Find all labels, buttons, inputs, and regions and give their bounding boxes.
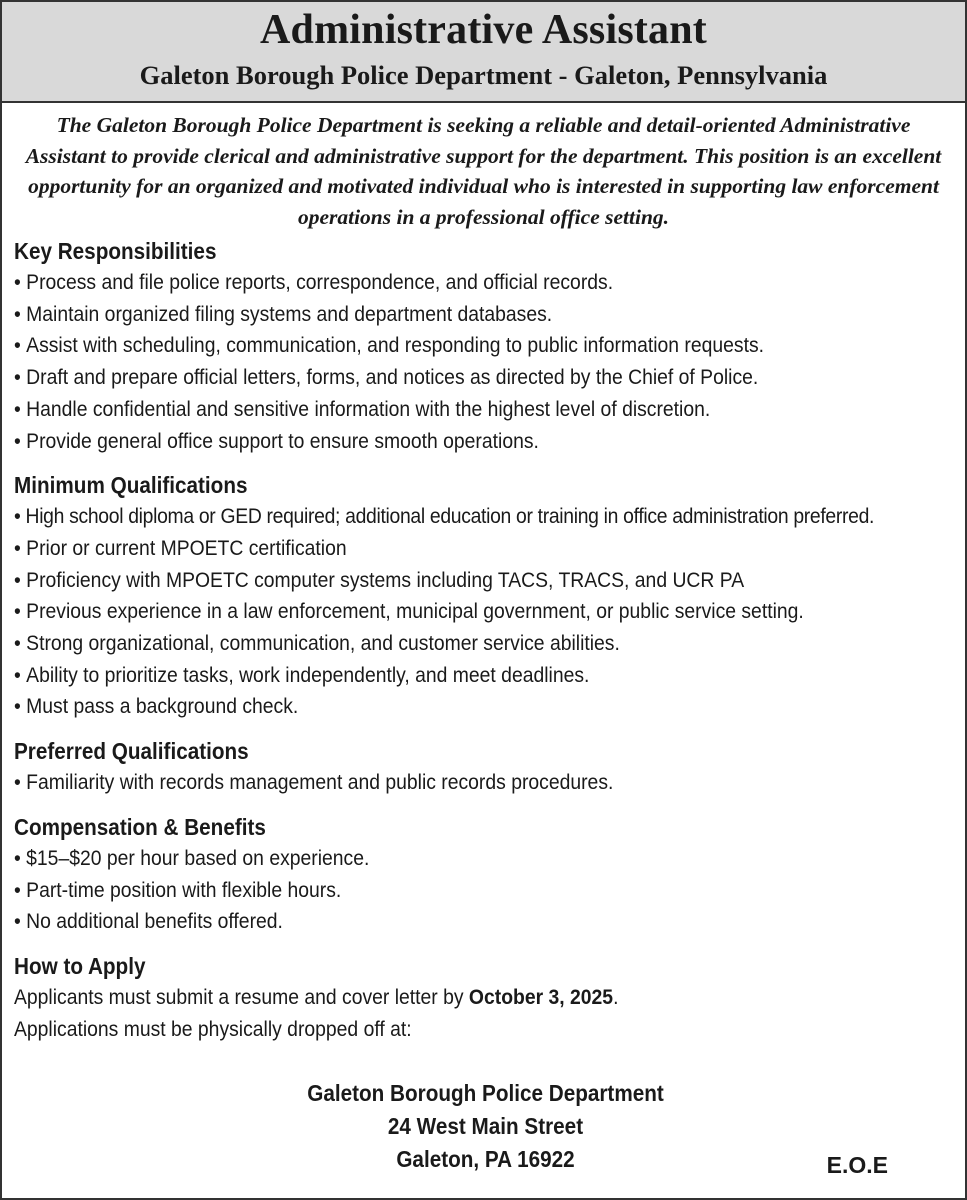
apply-text-end: . <box>613 984 619 1009</box>
list-item: • Familiarity with records management and public records procedures. <box>14 767 959 799</box>
job-title: Administrative Assistant <box>260 7 707 53</box>
preferred-qualifications-section <box>14 736 959 799</box>
list-item: • $15–$20 per hour based on experience. <box>14 843 959 875</box>
section-title: How to Apply <box>14 952 146 979</box>
bullet-list <box>14 843 959 938</box>
deadline-date: October 3, 2025 <box>468 984 614 1009</box>
list-item: • Must pass a background check. <box>14 691 959 723</box>
list-item: • No additional benefits offered. <box>14 906 959 938</box>
bullet-list <box>14 767 959 799</box>
list-item: • Maintain organized filing systems and department databases. <box>14 299 959 331</box>
section-title: Preferred Qualifications <box>14 738 249 765</box>
eoe-label: E.O.E <box>826 1152 888 1178</box>
section-title: Compensation & Benefits <box>14 813 266 840</box>
list-item: • High school diploma or GED required; additional education or training in office administration preferred. <box>14 501 959 533</box>
key-responsibilities-section <box>14 236 959 457</box>
address-street: 24 West Main Street <box>387 1113 584 1139</box>
list-item: • Provide general office support to ensure smooth operations. <box>14 426 959 458</box>
apply-instruction <box>14 982 959 1014</box>
address-city: Galeton, PA 16922 <box>396 1146 575 1172</box>
list-item: • Strong organizational, communication, and customer service abilities. <box>14 628 959 660</box>
ad-header <box>2 2 965 103</box>
list-item: • Prior or current MPOETC certification <box>14 533 959 565</box>
list-item: • Draft and prepare official letters, forms, and notices as directed by the Chief of Police. <box>14 362 959 394</box>
dropoff-instruction: Applications must be physically dropped off at: <box>14 1016 412 1041</box>
list-item: • Handle confidential and sensitive information with the highest level of discretion. <box>14 394 959 426</box>
section-title: Minimum Qualifications <box>14 472 248 499</box>
dropoff-address <box>2 1077 967 1176</box>
list-item: • Proficiency with MPOETC computer systems including TACS, TRACS, and UCR PA <box>14 565 959 597</box>
compensation-section <box>14 812 959 938</box>
how-to-apply-section <box>14 951 959 1045</box>
ad-content <box>14 236 959 1045</box>
address-name: Galeton Borough Police Department <box>307 1080 664 1106</box>
list-item: • Ability to prioritize tasks, work independently, and meet deadlines. <box>14 660 959 692</box>
list-item: • Process and file police reports, correspondence, and official records. <box>14 267 959 299</box>
minimum-qualifications-section <box>14 470 959 723</box>
intro-paragraph: The Galeton Borough Police Department is seeking a reliable and detail-oriented Administrative Assistant to provide clerical and administrative support for the department. This position is an excellent opportunity for an organized and motivated individual who is interested in supporting law enforcement operations in a professional office setting. <box>25 113 942 229</box>
list-item: • Assist with scheduling, communication, and responding to public information requests. <box>14 330 959 362</box>
apply-text: Applicants must submit a resume and cover letter by <box>14 984 469 1009</box>
bullet-list <box>14 267 959 457</box>
department-subtitle: Galeton Borough Police Department - Galeton, Pennsylvania <box>139 60 828 90</box>
section-title: Key Responsibilities <box>14 238 217 264</box>
list-item: • Part-time position with flexible hours. <box>14 875 959 907</box>
list-item: • Previous experience in a law enforcement, municipal government, or public service setting. <box>14 596 959 628</box>
bullet-list <box>14 501 959 723</box>
